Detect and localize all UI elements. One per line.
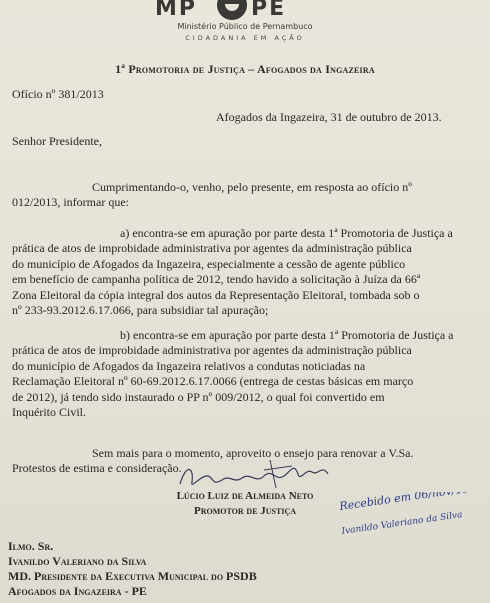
item-a-line-5: Zona Eleitoral da cópia integral dos autos da Representação Eleitoral, tombada sob o xyxy=(12,287,420,302)
item-b-line-6: Inquérito Civil. xyxy=(12,405,86,420)
item-a-line-1: a) encontra-se em apuração por parte desta 1ª Promotoria de Justiça a xyxy=(120,226,453,240)
handwritten-receipt-note xyxy=(338,492,488,545)
closing-line-1: Sem mais para o momento, aproveito o ensejo para renovar a V.Sa. xyxy=(92,446,414,460)
item-a-line-2: prática de atos de improbidade administrativa por agentes da administração pública xyxy=(12,241,412,256)
signer-title: Promotor de Justiça xyxy=(193,505,297,517)
item-b-line-3: do município de Afogados da Ingazeira relativos a condutas noticiadas na xyxy=(12,358,366,373)
item-b-paragraph xyxy=(12,328,458,420)
closing-line-2: Protestos de estima e consideração. xyxy=(12,461,182,476)
document-number: Ofício nº 381/2013 xyxy=(12,87,104,101)
item-a-line-4: em benefício de campanha política de 2012, tendo havido a solicitação à Juíza da 66ª xyxy=(12,272,421,287)
item-b-line-2: prática de atos de improbidade administrativa por agentes da administração pública xyxy=(12,343,412,358)
signer-name: Lúcio Luiz de Almeida Neto xyxy=(176,490,314,502)
addressee-line-2: Ivanildo Valeriano da Silva xyxy=(8,554,147,568)
logo-text-left: MP xyxy=(155,0,198,21)
addressee-line-4: Afogados da Ingazeira - PE xyxy=(8,584,147,598)
handwritten-note-image xyxy=(338,492,488,540)
intro-line-1: Cumprimentando-o, venho, pelo presente, em resposta ao ofício nº xyxy=(92,180,412,194)
handwritten-note-line-2: Ivanildo Valeriano da Silva xyxy=(341,510,464,537)
item-a-line-6: nº 233-93.2012.6.17.066, para subsidiar tal apuração; xyxy=(12,303,269,318)
handwritten-note-line-1: Recebido em 06/nov/13 xyxy=(338,492,471,513)
salutation: Senhor Presidente, xyxy=(12,134,102,148)
letterhead xyxy=(0,0,490,48)
emblem-icon xyxy=(217,0,247,20)
addressee-line-3: MD. Presidente da Executiva Municipal do PSDB xyxy=(8,569,257,583)
place-date: Afogados da Ingazeira, 31 de outubro de 2013. xyxy=(216,110,442,124)
item-b-line-5: de 2012), já tendo sido instaurado o PP nº 009/2012, o qual foi convertido em xyxy=(12,389,385,404)
item-b-line-4: Reclamação Eleitoral nº 60-69.2012.6.17.0066 (entrega de cestas básicas em março xyxy=(12,374,414,389)
item-a-line-3: do município de Afogados da Ingazeira, especialmente a cessão de agente público xyxy=(12,256,406,271)
logo-text-right: PE xyxy=(251,0,287,21)
addressee-line-1: Ilmo. Sr. xyxy=(8,539,54,553)
item-b-line-1: b) encontra-se em apuração por parte desta 1ª Promotoria de Justiça a xyxy=(120,328,454,342)
item-a-paragraph xyxy=(12,226,458,318)
office-heading: 1ª Promotoria de Justiça – Afogados da Ingazeira xyxy=(115,62,375,76)
intro-paragraph xyxy=(12,180,458,211)
institution-logo xyxy=(155,0,355,20)
intro-line-2: 012/2013, informar que: xyxy=(12,195,129,210)
institution-name: Ministério Público de Pernambuco xyxy=(177,22,313,31)
institution-motto: CIDADANIA EM AÇÃO xyxy=(185,34,305,42)
